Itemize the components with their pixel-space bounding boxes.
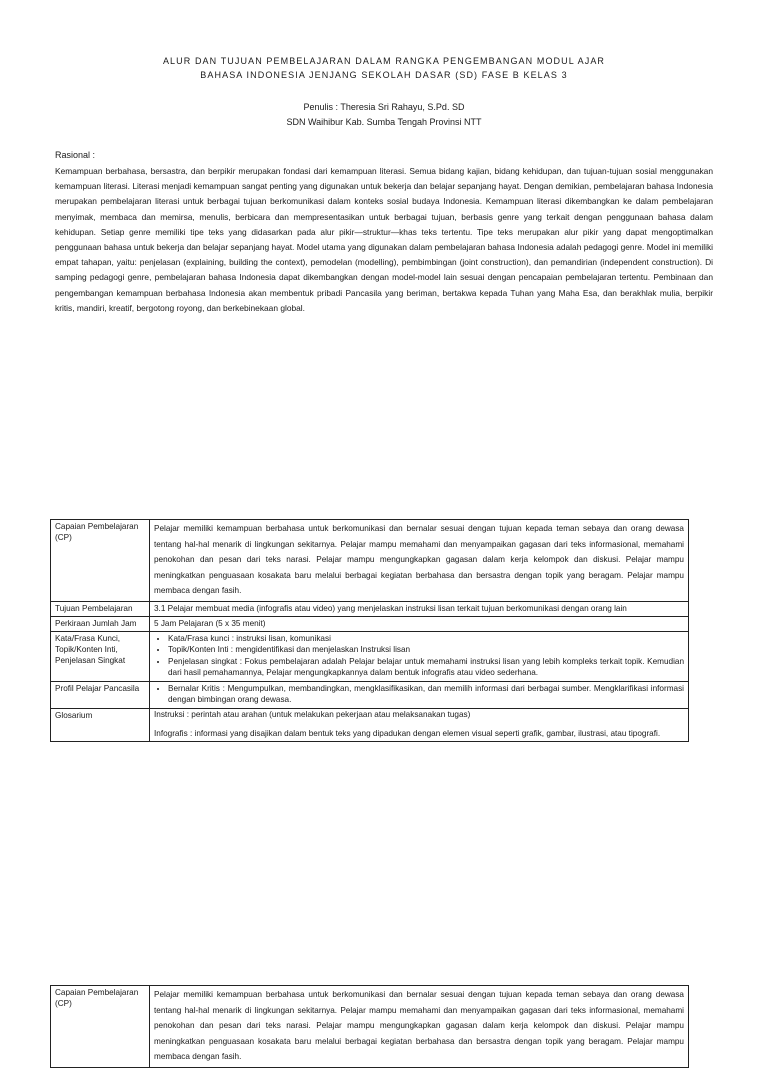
cp-text: Pelajar memiliki kemampuan berbahasa untuk berkomunikasi dan bernalar sesuai dengan tujuan kepada teman sebaya dan orang dewasa tentang hal-hal menarik di lingkungan sekitarnya. Pelajar mampu memahami dan menyampaikan gagasan dari teks informasional, memahami penokohan dan pesan dari teks narasi. Pelajar mampu mengungkapkan gagasan dalam kerja kelompok dan diskusi. Pelajar mampu meningkatkan penguasaan kosakata baru melalui berbagai kegiatan berbahasa dan bersastra dengan topik yang beragam. Pelajar mampu membaca dengan fasih. bbox=[150, 520, 689, 602]
table-row-tp bbox=[51, 601, 689, 616]
profil-list bbox=[154, 683, 684, 706]
rasional-heading: Rasional : bbox=[55, 150, 96, 160]
document-title-line-1: ALUR DAN TUJUAN PEMBELAJARAN DALAM RANGKA PENGEMBANGAN MODUL AJAR bbox=[162, 56, 606, 66]
kata-label: Kata/Frasa Kunci, Topik/Konten Inti, Penjelasan Singkat bbox=[51, 631, 150, 681]
learning-objectives-table bbox=[50, 519, 689, 742]
rasional-paragraph: Kemampuan berbahasa, bersastra, dan berpikir merupakan fondasi dari kemampuan literasi. Semua bidang kajian, bidang kehidupan, dan tujuan-tujuan sosial menggunakan kemampuan literasi. Literasi menjadi kemampuan sangat penting yang digunakan untuk bekerja dan belajar sepanjang hayat. Dengan demikian, pembelajaran bahasa Indonesia merupakan pembelajaran literasi untuk berbagai tujuan berkomunikasi dalam konteks sosial budaya Indonesia. Kemampuan literasi dikembangkan ke dalam pembelajaran menyimak, membaca dan memirsa, menulis, berbicara dan mempresentasikan untuk berbagai tujuan, berbasis genre yang terkait dengan penggunaan bahasa dalam kehidupan. Setiap genre memiliki tipe teks yang didasarkan pada alur pikir—struktur—khas teks tertentu. Tipe teks merupakan alur pikir yang dapat mengoptimalkan penggunaan bahasa untuk bekerja dan belajar sepanjang hayat. Model utama yang digunakan dalam pembelajaran bahasa Indonesia adalah pedagogi genre. Model ini memiliki empat tahapan, yaitu: penjelasan (explaining, building the context), pemodelan (modelling), pembimbingan (joint construction), dan pemandirian (independent construction). Di samping pedagogi genre, pembelajaran bahasa Indonesia dapat dikembangkan dengan model-model lain sesuai dengan pencapaian pembelajaran tertentu. Pembinaan dan pengembangan kemampuan berbahasa Indonesia akan membentuk pribadi Pancasila yang beriman, bertakwa kepada Tuhan yang Maha Esa, dan berakhlak mulia, berpikir kritis, mandiri, kreatif, bergotong royong, dan berkebinekaan global. bbox=[55, 166, 713, 313]
table-row-jam bbox=[51, 616, 689, 631]
jam-cell bbox=[150, 616, 689, 631]
table-row-cp bbox=[51, 986, 689, 1068]
jam-label: Perkiraan Jumlah Jam bbox=[51, 616, 150, 631]
glosarium-infografis: Infografis : informasi yang disajikan dalam bentuk teks yang dipadukan dengan elemen visual seperti grafik, gambar, ilustrasi, atau tipografi. bbox=[154, 728, 661, 738]
profil-cell bbox=[150, 681, 689, 708]
jam-text: 5 Jam Pelajaran (5 x 35 menit) bbox=[154, 618, 266, 628]
profil-label: Profil Pelajar Pancasila bbox=[51, 681, 150, 708]
tp-cell bbox=[150, 601, 689, 616]
tp-label: Tujuan Pembelajaran bbox=[51, 601, 150, 616]
document-title-line-2: BAHASA INDONESIA JENJANG SEKOLAH DASAR (SD) FASE B KELAS 3 bbox=[200, 70, 568, 80]
cp-label: Capaian Pembelajaran (CP) bbox=[51, 986, 150, 1068]
profil-item: • Bernalar Kritis : Mengumpulkan, membandingkan, mengklasifikasikan, dan memilih informasi dari berbagai sumber. Mengklarifikasi informasi dengan bimbingan orang dewasa. bbox=[168, 683, 684, 706]
kata-item-explanation: • Penjelasan singkat : Fokus pembelajaran adalah Pelajar belajar untuk memahami instruksi lisan yang lebih kompleks terkait topik. Kemudian dari hasil pemahamannya, Pelajar mengungkapkannya dalam bentuk infografis atau video sederhana. bbox=[168, 656, 684, 679]
table-row-cp bbox=[51, 520, 689, 602]
table-row-profil bbox=[51, 681, 689, 708]
school-line: SDN Waihibur Kab. Sumba Tengah Provinsi NTT bbox=[286, 117, 482, 127]
glosarium-cell bbox=[150, 708, 689, 741]
table-row-glosarium bbox=[51, 708, 689, 741]
kata-item-keywords: • Kata/Frasa kunci : instruksi lisan, komunikasi bbox=[168, 633, 684, 645]
kata-list bbox=[154, 633, 684, 679]
tp-text: 3.1 Pelajar membuat media (infografis atau video) yang menjelaskan instruksi lisan terkait tujuan berkomunikasi dengan orang lain bbox=[154, 603, 627, 613]
author-line: Penulis : Theresia Sri Rahayu, S.Pd. SD bbox=[303, 102, 465, 112]
learning-objectives-table-repeat bbox=[50, 985, 689, 1068]
kata-item-topic: • Topik/Konten Inti : mengidentifikasi dan menjelaskan Instruksi lisan bbox=[168, 644, 684, 656]
glosarium-label: Glosarium bbox=[51, 708, 150, 741]
glosarium-instruksi: Instruksi : perintah atau arahan (untuk melakukan pekerjaan atau melaksanakan tugas) bbox=[154, 709, 471, 719]
kata-cell bbox=[150, 631, 689, 681]
table-row-kata bbox=[51, 631, 689, 681]
cp-text: Pelajar memiliki kemampuan berbahasa untuk berkomunikasi dan bernalar sesuai dengan tujuan kepada teman sebaya dan orang dewasa tentang hal-hal menarik di lingkungan sekitarnya. Pelajar mampu memahami dan menyampaikan gagasan dari teks informasional, memahami penokohan dan pesan dari teks narasi. Pelajar mampu mengungkapkan gagasan dalam kerja kelompok dan diskusi. Pelajar mampu meningkatkan penguasaan kosakata baru melalui berbagai kegiatan berbahasa dan bersastra dengan topik yang beragam. Pelajar mampu membaca dengan fasih. bbox=[150, 986, 689, 1068]
cp-label: Capaian Pembelajaran (CP) bbox=[51, 520, 150, 602]
